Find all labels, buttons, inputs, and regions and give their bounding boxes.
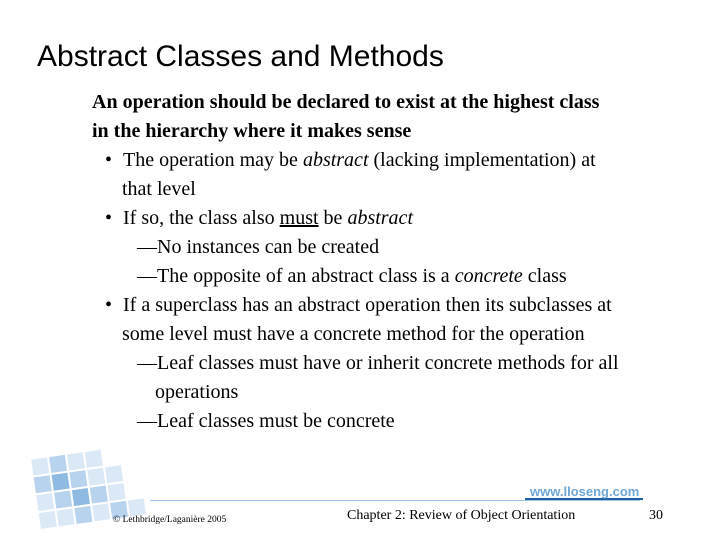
bullet-mark: • xyxy=(105,149,113,171)
chapter-title: Chapter 2: Review of Object Orientation xyxy=(347,508,576,523)
bullet-text: (lacking implementation) at xyxy=(368,149,596,171)
bullet-superclass-abstract-operation xyxy=(105,291,612,320)
underlined-must: must xyxy=(279,207,319,229)
site-url[interactable]: www.lloseng.com xyxy=(530,484,640,499)
bullet-text: be xyxy=(318,207,348,229)
sub-bullet-text: —The opposite of an abstract class is a xyxy=(137,265,455,287)
emphasis-abstract: abstract xyxy=(347,207,413,229)
sub-bullet-no-instances: —No instances can be created xyxy=(137,236,380,258)
emphasis-abstract: abstract xyxy=(302,149,369,171)
slide-title: Abstract Classes and Methods xyxy=(37,40,444,73)
sub-bullet-concrete-class xyxy=(137,262,567,291)
intro-line-2: in the hierarchy where it makes sense xyxy=(92,120,412,142)
bullet-class-must-be-abstract xyxy=(105,204,413,233)
bullet-continuation: that level xyxy=(122,178,196,200)
sub-bullet-leaf-inherit: —Leaf classes must have or inherit concrete methods for all xyxy=(137,352,619,374)
bullet-continuation: some level must have a concrete method for the operation xyxy=(122,323,585,345)
copyright-notice: © Lethbridge/Laganière 2005 xyxy=(113,515,227,525)
decorative-grid-logo xyxy=(28,440,148,540)
bullet-mark: • xyxy=(105,294,113,316)
bullet-text: If a superclass has an abstract operation then its subclasses at xyxy=(123,294,612,316)
sub-bullet-continuation: operations xyxy=(155,381,239,403)
bullet-mark: • xyxy=(105,207,113,229)
intro-line-1: An operation should be declared to exist at the highest class xyxy=(92,91,600,113)
sub-bullet-leaf-concrete: —Leaf classes must be concrete xyxy=(137,410,395,432)
bullet-text: The operation may be xyxy=(123,149,303,171)
emphasis-concrete: concrete xyxy=(454,265,523,287)
bullet-text: If so, the class also xyxy=(123,207,280,229)
bullet-abstract-operation xyxy=(105,146,596,175)
footer-divider xyxy=(150,500,640,501)
sub-bullet-text: class xyxy=(522,265,567,287)
page-number: 30 xyxy=(649,508,663,523)
